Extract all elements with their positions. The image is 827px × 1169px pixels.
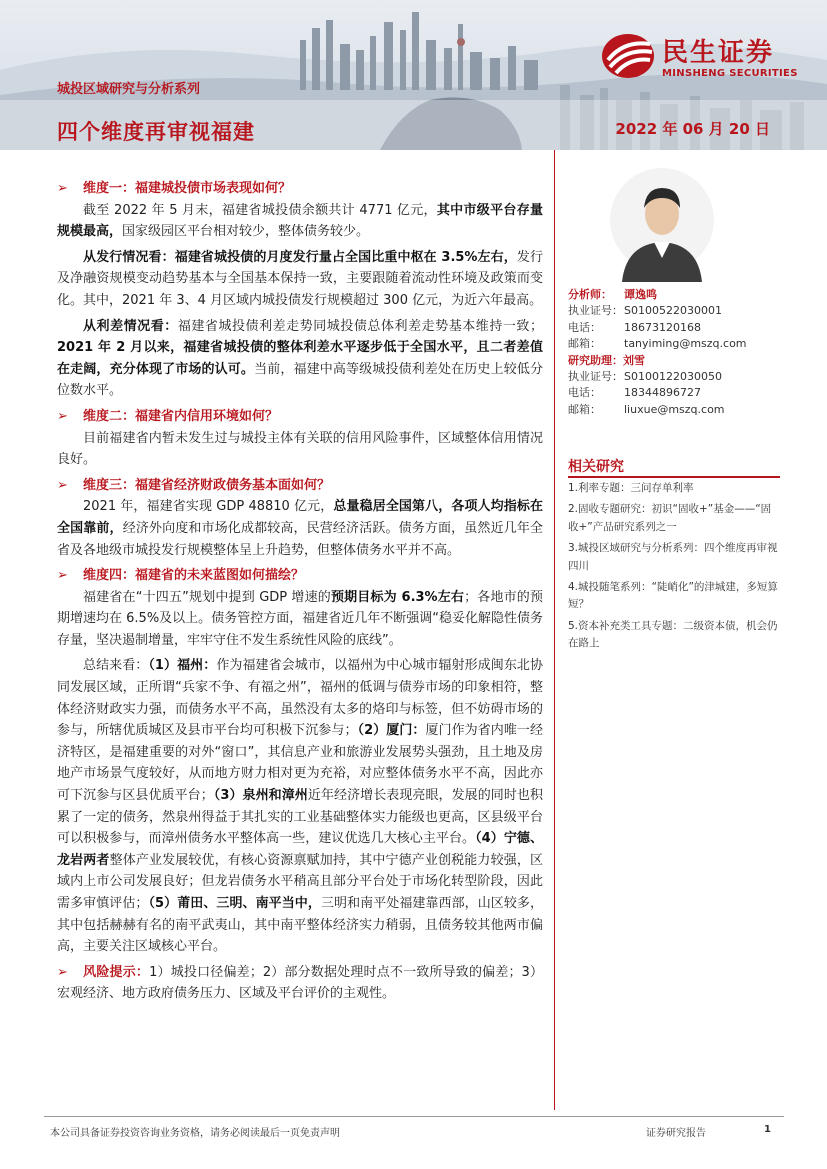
related-item[interactable]: 4.城投随笔系列：“陡峭化”的津城建，多短算短？ — [568, 581, 778, 611]
section-heading-4: ➢ 维度四：福建省的未来蓝图如何描绘？ — [57, 565, 543, 587]
assistant-name: 刘雪 — [623, 353, 645, 367]
arrow-bullet-icon: ➢ — [57, 477, 68, 493]
column-divider — [554, 150, 555, 1110]
analyst-email[interactable]: tanyiming@mszq.com — [624, 337, 747, 351]
assistant-email[interactable]: liuxue@mszq.com — [624, 402, 725, 416]
risk-warning: ➢ 风险提示：1）城投口径偏差；2）部分数据处理时点不一致所导致的偏差；3）宏观经济、地方政府债务压力、区域及平台评价的主观性。 — [57, 962, 543, 1005]
mail-label: 邮箱： — [568, 337, 601, 351]
cert-label: 执业证号： — [568, 370, 623, 384]
paragraph: 目前福建省内暂未发生过与城投主体有关联的信用风险事件，区域整体信用情况良好。 — [57, 430, 543, 468]
report-title: 四个维度再审视福建 — [57, 120, 255, 144]
arrow-bullet-icon: ➢ — [57, 408, 68, 424]
main-content — [57, 178, 543, 1005]
report-date: 2022 年 06 月 20 日 — [615, 120, 770, 138]
assistant-tel: 18344896727 — [624, 386, 701, 400]
arrow-bullet-icon: ➢ — [57, 568, 68, 584]
paragraph: 2021 年，福建省实现 GDP 48810 亿元，总量稳居全国第八，各项人均指标在全国靠前，经济外向度和市场化成都较高，民营经济活跃。债务方面，虽然近几年全省及各地级市城投发行规模整体呈上升趋势，但整体债务水平并不高。 — [57, 499, 543, 558]
header-banner — [0, 0, 827, 150]
related-research-title: 相关研究 — [568, 459, 624, 475]
related-divider — [568, 476, 780, 478]
footer-report-type: 证券研究报告 — [646, 1128, 706, 1139]
related-research-list — [568, 480, 780, 657]
section-heading-2: ➢ 维度二：福建省内信用环境如何？ — [57, 406, 543, 428]
paragraph: 福建省在“十四五”规划中提到 GDP 增速的预期目标为 6.3%左右；各地市的预期增速均在 6.5%及以上。债务管控方面，福建省近几年不断强调“稳妥化解隐性债务存量，坚决遏制增量，牢牢守住不发生系统性风险的底线”。 — [57, 589, 543, 648]
tel-label: 电话： — [568, 320, 601, 334]
assistant-cert: S0100122030050 — [624, 370, 722, 384]
analyst-cert: S0100522030001 — [624, 304, 722, 318]
paragraph: 从发行情况看：福建省城投债的月度发行量占全国比重中枢在 3.5%左右，发行及净融资规模变动趋势基本与全国基本保持一致，主要跟随着流动性环境及政策而变化。其中，2021 年 3、4 月区域内城投债发行规模超过 300 亿元，为近六年最高。 — [57, 249, 543, 308]
analyst-photo — [608, 158, 716, 282]
related-item[interactable]: 2.固收专题研究：初识“固收+”基金——“固收+”产品研究系列之一 — [568, 503, 772, 533]
paragraph: 截至 2022 年 5 月末，福建省城投债余额共计 4771 亿元，其中市级平台存量规模最高，国家级园区平台相对较少，整体债务较少。 — [57, 202, 543, 240]
analyst-info — [568, 287, 788, 418]
section-heading-3: ➢ 维度三：福建省经济财政债务基本面如何？ — [57, 475, 543, 497]
cert-label: 执业证号： — [568, 304, 623, 318]
footer-disclaimer: 本公司具备证券投资咨询业务资格，请务必阅读最后一页免责声明 — [50, 1128, 340, 1139]
footer-divider — [44, 1116, 784, 1117]
minsheng-logo-icon — [600, 30, 658, 82]
analyst-tel: 18673120168 — [624, 320, 701, 334]
related-item[interactable]: 5.资本补充类工具专题：二级资本债，机会仍在路上 — [568, 619, 778, 650]
logo-text-cn: 民生证券 — [662, 38, 775, 68]
section-heading-1: ➢ 维度一：福建城投债市场表现如何？ — [57, 178, 543, 200]
paragraph: 总结来看：（1）福州：作为福建省会城市，以福州为中心城市辐射形成闽东北协同发展区域，正所谓“兵家不争、有福之州”，福州的低调与债券市场的印象相符，整体经济财政实力强，而债务水平不高，虽然没有太多的烙印与标签，但不妨碍市场的参与，所辖优质城区及县市平台均可积极下沉参与；（2）厦门：厦门作为省内唯一经济特区，是福建重要的对外“窗口”，其信息产业和旅游业发展势头强劲，且土地及房地产市场景气度较好，从而地方财力相对更为充裕，对应整体债务水平不高，因此亦可下沉参与区县优质平台；（3）泉州和漳州近年经济增长表现亮眼，发展的同时也积累了一定的债务，然泉州得益于其扎实的工业基础整体实力能级也更高，区县级平台可以积极参与，而漳州债务水平整体高一些，建议优选几大核心主平台。（4）宁德、龙岩两者整体产业发展较优，有核心资源禀赋加持，其中宁德产业创税能力较强，区域内上市公司发展良好；但龙岩债务水平稍高且部分平台处于市场化转型阶段，因此需多审慎评估；（5）莆田、三明、南平当中，三明和南平处福建靠西部，山区较多，其中包括赫赫有名的南平武夷山，其中南平整体经济实力稍弱，且债务较其他两市偏高，主要关注区域核心平台。 — [57, 658, 543, 955]
analyst-name: 谭逸鸣 — [624, 288, 657, 301]
related-item[interactable]: 1.利率专题：三问存单利率 — [568, 482, 694, 494]
logo-text-en: MINSHENG SECURITIES — [662, 68, 798, 79]
analyst-label: 分析师： — [568, 288, 612, 301]
page-number: 1 — [764, 1124, 771, 1135]
arrow-bullet-icon: ➢ — [57, 964, 68, 980]
minsheng-logo — [600, 30, 810, 86]
assistant-label: 研究助理： — [568, 353, 623, 367]
arrow-bullet-icon: ➢ — [57, 181, 68, 196]
paragraph: 从利差情况看：福建省城投债利差走势同城投债总体利差走势基本维持一致；2021 年 2 月以来，福建省城投债的整体利差水平逐步低于全国水平，且二者差值在走阔，充分体现了市场的认可。当前，福建中高等级城投债利差处在历史上较低分位数水平。 — [57, 318, 543, 399]
report-series: 城投区域研究与分析系列 — [57, 82, 201, 97]
tel-label: 电话： — [568, 386, 601, 400]
mail-label: 邮箱： — [568, 402, 601, 416]
related-item[interactable]: 3.城投区域研究与分析系列：四个维度再审视四川 — [568, 542, 778, 572]
